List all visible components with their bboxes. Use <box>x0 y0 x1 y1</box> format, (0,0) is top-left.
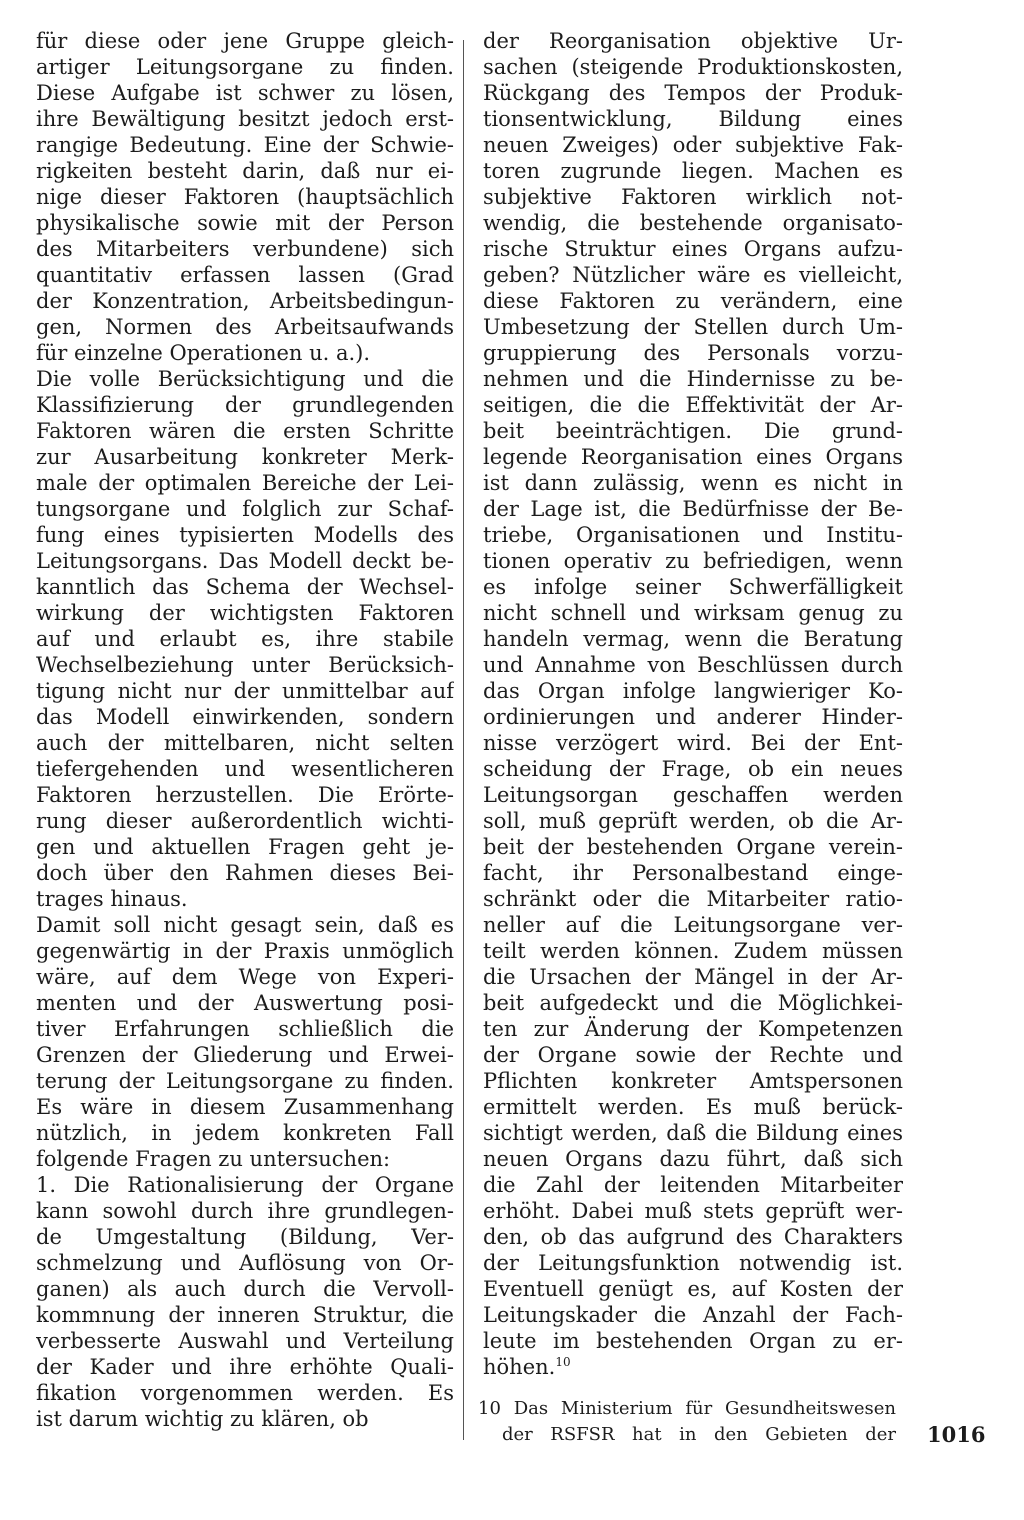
text-line: Faktoren wären die ersten Schritte <box>36 419 454 443</box>
text-line: facht, ihr Personalbestand einge- <box>483 861 903 885</box>
text-line: erhöht. Dabei muß stets geprüft wer- <box>483 1199 903 1223</box>
text-line: der Organe sowie der Rechte und <box>483 1043 903 1067</box>
text-line: handeln vermag, wenn die Beratung <box>483 627 903 651</box>
text-line: auf und erlaubt es, ihre stabile <box>36 627 454 651</box>
text-line: wendig, die bestehende organisato- <box>483 211 903 235</box>
text-line: für diese oder jene Gruppe gleich- <box>36 29 454 53</box>
text-line: geben? Nützlicher wäre es vielleicht, <box>483 263 903 287</box>
text-line: teilt werden können. Zudem müssen <box>483 939 903 963</box>
text-line: de Umgestaltung (Bildung, Ver- <box>36 1225 454 1249</box>
text-line: beit aufgedeckt und die Möglichkei- <box>483 991 903 1015</box>
text-line: Pflichten konkreter Amtspersonen <box>483 1069 903 1093</box>
text-line: quantitativ erfassen lassen (Grad <box>36 263 454 287</box>
text-line: rangige Bedeutung. Eine der Schwie- <box>36 133 454 157</box>
text-line: seitigen, die die Effektivität der Ar- <box>483 393 903 417</box>
text-line: kanntlich das Schema der Wechsel- <box>36 575 454 599</box>
text-line: 1. Die Rationalisierung der Organe <box>36 1173 454 1197</box>
text-line: auch der mittelbaren, nicht selten <box>36 731 454 755</box>
text-line: Rückgang des Tempos der Produk- <box>483 81 903 105</box>
text-line: die Zahl der leitenden Mitarbeiter <box>483 1173 903 1197</box>
text-line: scheidung der Frage, ob ein neues <box>483 757 903 781</box>
text-line: schmelzung und Auflösung von Or- <box>36 1251 454 1275</box>
text-line: es infolge seiner Schwerfälligkeit <box>483 575 903 599</box>
left-column <box>36 28 454 1432</box>
text-line: terung der Leitungsorgane zu finden. <box>36 1069 454 1093</box>
text-line: der Lage ist, die Bedürfnisse der Be- <box>483 497 903 521</box>
text-line: zur Ausarbeitung konkreter Merk- <box>36 445 454 469</box>
footnote-line: 10 Das Ministerium für Gesundheitswesen <box>478 1398 896 1419</box>
text-line: gegenwärtig in der Praxis unmöglich <box>36 939 454 963</box>
text-line: Es wäre in diesem Zusammenhang <box>36 1095 454 1119</box>
text-line: nützlich, in jedem konkreten Fall <box>36 1121 454 1145</box>
right-column <box>483 28 903 1380</box>
text-line: menten und der Auswertung posi- <box>36 991 454 1015</box>
text-line: ihre Bewältigung besitzt jedoch erst- <box>36 107 454 131</box>
text-line: Klassifizierung der grundlegenden <box>36 393 454 417</box>
text-line: diese Faktoren zu verändern, eine <box>483 289 903 313</box>
text-line: toren zugrunde liegen. Machen es <box>483 159 903 183</box>
text-line: die Ursachen der Mängel in der Ar- <box>483 965 903 989</box>
text-line: sichtigt werden, daß die Bildung eines <box>483 1121 903 1145</box>
text-line: Leitungsorgan geschaffen werden <box>483 783 903 807</box>
text-line: Damit soll nicht gesagt sein, daß es <box>36 913 454 937</box>
text-line: beit der bestehenden Organe verein- <box>483 835 903 859</box>
text-line: fikation vorgenommen werden. Es <box>36 1381 454 1405</box>
text-line: den, ob das aufgrund des Charakters <box>483 1225 903 1249</box>
text-line: nicht schnell und wirksam genug zu <box>483 601 903 625</box>
text-line: Leitungskader die Anzahl der Fach- <box>483 1303 903 1327</box>
text-line: Eventuell genügt es, auf Kosten der <box>483 1277 903 1301</box>
text-line: fung eines typisierten Modells des <box>36 523 454 547</box>
text-line: tungsorgane und folglich zur Schaf- <box>36 497 454 521</box>
text-line: der Leitungsfunktion notwendig ist. <box>483 1251 903 1275</box>
text-line: Faktoren herzustellen. Die Erörte- <box>36 783 454 807</box>
text-line: der Reorganisation objektive Ur- <box>483 29 903 53</box>
text-line: beit beeinträchtigen. Die grund- <box>483 419 903 443</box>
footnote-reference: 10 <box>555 1355 571 1369</box>
footnote-line: der RSFSR hat in den Gebieten der <box>502 1424 896 1445</box>
text-line: ermittelt werden. Es muß berück- <box>483 1095 903 1119</box>
text-line: höhen.$^{10}$ <box>483 1355 571 1379</box>
page-number: 1016 <box>927 1422 986 1447</box>
text-line: Wechselbeziehung unter Berücksich- <box>36 653 454 677</box>
text-line: rung dieser außerordentlich wichti- <box>36 809 454 833</box>
text-line: nige dieser Faktoren (hauptsächlich <box>36 185 454 209</box>
text-line: tionsentwicklung, Bildung eines <box>483 107 903 131</box>
text-line: schränkt oder die Mitarbeiter ratio- <box>483 887 903 911</box>
text-line: gen, Normen des Arbeitsaufwands <box>36 315 454 339</box>
text-line: das Modell einwirkenden, sondern <box>36 705 454 729</box>
text-line: triebe, Organisationen und Institu- <box>483 523 903 547</box>
text-line: tiefergehenden und wesentlicheren <box>36 757 454 781</box>
text-line: das Organ infolge langwieriger Ko- <box>483 679 903 703</box>
text-line: des Mitarbeiters verbundene) sich <box>36 237 454 261</box>
text-line: kommnung der inneren Struktur, die <box>36 1303 454 1327</box>
footnote <box>478 1396 896 1448</box>
text-line: der Konzentration, Arbeitsbedingun- <box>36 289 454 313</box>
text-line: verbesserte Auswahl und Verteilung <box>36 1329 454 1353</box>
text-line: der Kader und ihre erhöhte Quali- <box>36 1355 454 1379</box>
text-line: gruppierung des Personals vorzu- <box>483 341 903 365</box>
text-line: kann sowohl durch ihre grundlegen- <box>36 1199 454 1223</box>
text-line: doch über den Rahmen dieses Bei- <box>36 861 454 885</box>
text-line: ist darum wichtig zu klären, ob <box>36 1407 369 1431</box>
text-line: ten zur Änderung der Kompetenzen <box>483 1017 903 1041</box>
text-line: soll, muß geprüft werden, ob die Ar- <box>483 809 903 833</box>
text-line: wirkung der wichtigsten Faktoren <box>36 601 454 625</box>
text-line: leute im bestehenden Organ zu er- <box>483 1329 903 1353</box>
text-line: wäre, auf dem Wege von Experi- <box>36 965 454 989</box>
text-line: Diese Aufgabe ist schwer zu lösen, <box>36 81 454 105</box>
text-line: ganen) als auch durch die Vervoll- <box>36 1277 454 1301</box>
text-line: tiver Erfahrungen schließlich die <box>36 1017 454 1041</box>
text-line: ist dann zulässig, wenn es nicht in <box>483 471 903 495</box>
text-line: tigung nicht nur der unmittelbar auf <box>36 679 454 703</box>
text-line: rigkeiten besteht darin, daß nur ei- <box>36 159 454 183</box>
text-line: gen und aktuellen Fragen geht je- <box>36 835 454 859</box>
text-line: neller auf die Leitungsorgane ver- <box>483 913 903 937</box>
text-line: nehmen und die Hindernisse zu be- <box>483 367 903 391</box>
text-line: rische Struktur eines Organs aufzu- <box>483 237 903 261</box>
text-line: ordinierungen und anderer Hinder- <box>483 705 903 729</box>
text-line: nisse verzögert wird. Bei der Ent- <box>483 731 903 755</box>
text-line: male der optimalen Bereiche der Lei- <box>36 471 454 495</box>
text-line: subjektive Faktoren wirklich not- <box>483 185 903 209</box>
text-line: physikalische sowie mit der Person <box>36 211 454 235</box>
text-line: artiger Leitungsorgane zu finden. <box>36 55 454 79</box>
text-line: Grenzen der Gliederung und Erwei- <box>36 1043 454 1067</box>
text-line: neuen Zweiges) oder subjektive Fak- <box>483 133 903 157</box>
text-line: trages hinaus. <box>36 887 188 911</box>
text-line: für einzelne Operationen u. a.). <box>36 341 371 365</box>
text-line: neuen Organs dazu führt, daß sich <box>483 1147 903 1171</box>
text-line: legende Reorganisation eines Organs <box>483 445 903 469</box>
text-line: Die volle Berücksichtigung und die <box>36 367 454 391</box>
text-line: Umbesetzung der Stellen durch Um- <box>483 315 903 339</box>
text-line: Leitungsorgans. Das Modell deckt be- <box>36 549 454 573</box>
text-line: tionen operativ zu befriedigen, wenn <box>483 549 903 573</box>
text-line: und Annahme von Beschlüssen durch <box>483 653 903 677</box>
text-line: folgende Fragen zu untersuchen: <box>36 1147 391 1171</box>
text-line: sachen (steigende Produktionskosten, <box>483 55 903 79</box>
column-divider <box>463 40 464 1440</box>
